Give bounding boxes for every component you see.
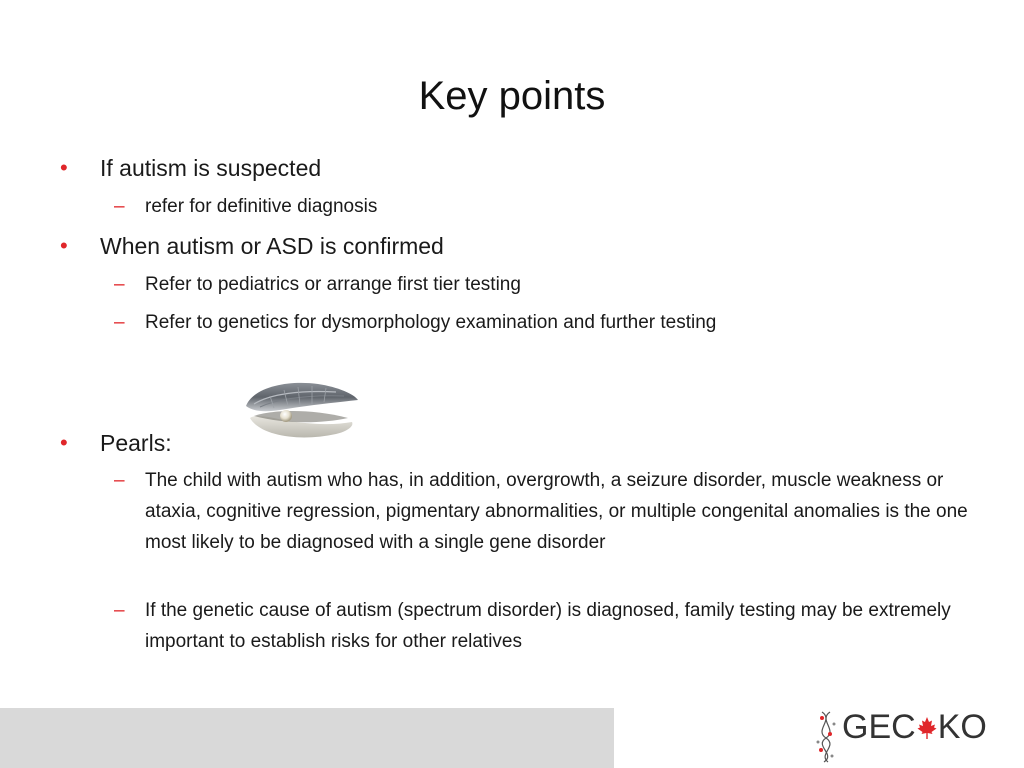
bullet-marker: • [60, 233, 68, 258]
sub-bullet-marker: – [114, 196, 125, 217]
sub-bullet-single-gene: The child with autism who has, in addition, overgrowth, a seizure disorder, muscle weakness or ataxia, cognitive regression, pigmentary abnormalities, or multiple congenital anomalies is the one most likely to be diagnosed with a single gene disorder [145, 470, 968, 553]
bullet-marker: • [60, 155, 68, 180]
footer-bar [0, 708, 614, 768]
slide-title: Key points [418, 74, 606, 118]
bullet-pearls: Pearls: [100, 430, 172, 456]
oyster-pearl-icon [240, 378, 362, 442]
sub-bullet-marker: – [114, 312, 125, 333]
bullet-asd-confirmed: When autism or ASD is confirmed [100, 233, 444, 259]
sub-bullet-marker: – [114, 600, 125, 621]
bullet-autism-suspected: If autism is suspected [100, 155, 322, 181]
sub-bullet-genetics: Refer to genetics for dysmorphology examination and further testing [145, 312, 717, 333]
bullet-marker: • [60, 430, 68, 455]
logo-text-left: GEC [842, 708, 916, 746]
sub-bullet-pediatrics: Refer to pediatrics or arrange first tier testing [145, 274, 521, 295]
logo-text-right: KO [937, 708, 987, 746]
maple-leaf-icon [917, 716, 937, 740]
sub-bullet-marker: – [114, 470, 125, 491]
sub-bullet-family-testing: If the genetic cause of autism (spectrum disorder) is diagnosed, family testing may be extremely important to establish risks for other relatives [145, 600, 951, 652]
sub-bullet-marker: – [114, 274, 125, 295]
sub-bullet-definitive-diagnosis: refer for definitive diagnosis [145, 196, 378, 217]
gecko-logo [842, 706, 987, 748]
